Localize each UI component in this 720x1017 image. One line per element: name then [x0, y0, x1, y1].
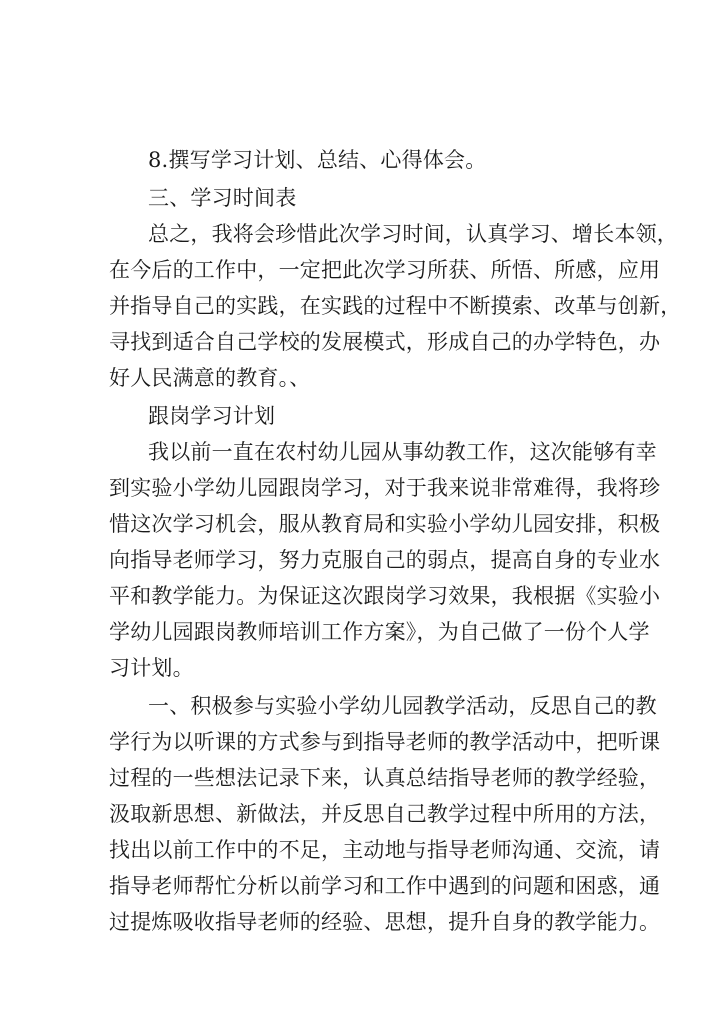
text-line: 惜这次学习机会，服从教育局和实验小学幼儿园安排，积极 [109, 512, 661, 536]
text-line: 学幼儿园跟岗教师培训工作方案》，为自己做了一份个人学 [109, 620, 650, 644]
text-line: 过提炼吸收指导老师的经验、思想，提升自身的教学能力。 [109, 910, 661, 934]
text-line: 并指导自己的实践，在实践的过程中不断摸索、改革与创新， [109, 294, 682, 318]
text-line: 习计划。 [109, 656, 194, 680]
text-line: 找出以前工作中的不足，主动地与指导老师沟通、交流，请 [109, 838, 661, 862]
text-line: 平和教学能力。为保证这次跟岗学习效果，我根据《实验小 [109, 584, 661, 608]
text-line: 好人民满意的教育。、 [109, 366, 311, 390]
text-line: 总之，我将会珍惜此次学习时间，认真学习、增长本领， [148, 222, 678, 246]
text-line: 汲取新思想、新做法，并反思自己教学过程中所用的方法， [109, 802, 661, 826]
section-heading: 三、学习时间表 [148, 186, 297, 210]
text-line: 寻找到适合自己学校的发展模式，形成自己的办学特色，办 [109, 330, 661, 354]
text-line: 我以前一直在农村幼儿园从事幼教工作，这次能够有幸 [148, 440, 657, 464]
text-line: 向指导老师学习，努力克服自己的弱点，提高自身的专业水 [109, 548, 661, 572]
text-line: 指导老师帮忙分析以前学习和工作中遇到的问题和困惑，通 [109, 874, 661, 898]
text-line: 学行为以听课的方式参与到指导老师的教学活动中，把听课 [109, 730, 661, 754]
text-line: 在今后的工作中，一定把此次学习所获、所悟、所感，应用 [109, 258, 661, 282]
text-line: 到实验小学幼儿园跟岗学习，对于我来说非常难得，我将珍 [109, 476, 661, 500]
section-heading: 跟岗学习计划 [148, 404, 276, 428]
text-line: 一、积极参与实验小学幼儿园教学活动，反思自己的教 [148, 694, 657, 718]
text-line: 8.撰写学习计划、总结、心得体会。 [148, 148, 487, 172]
text-line: 过程的一些想法记录下来，认真总结指导老师的教学经验， [109, 766, 661, 790]
